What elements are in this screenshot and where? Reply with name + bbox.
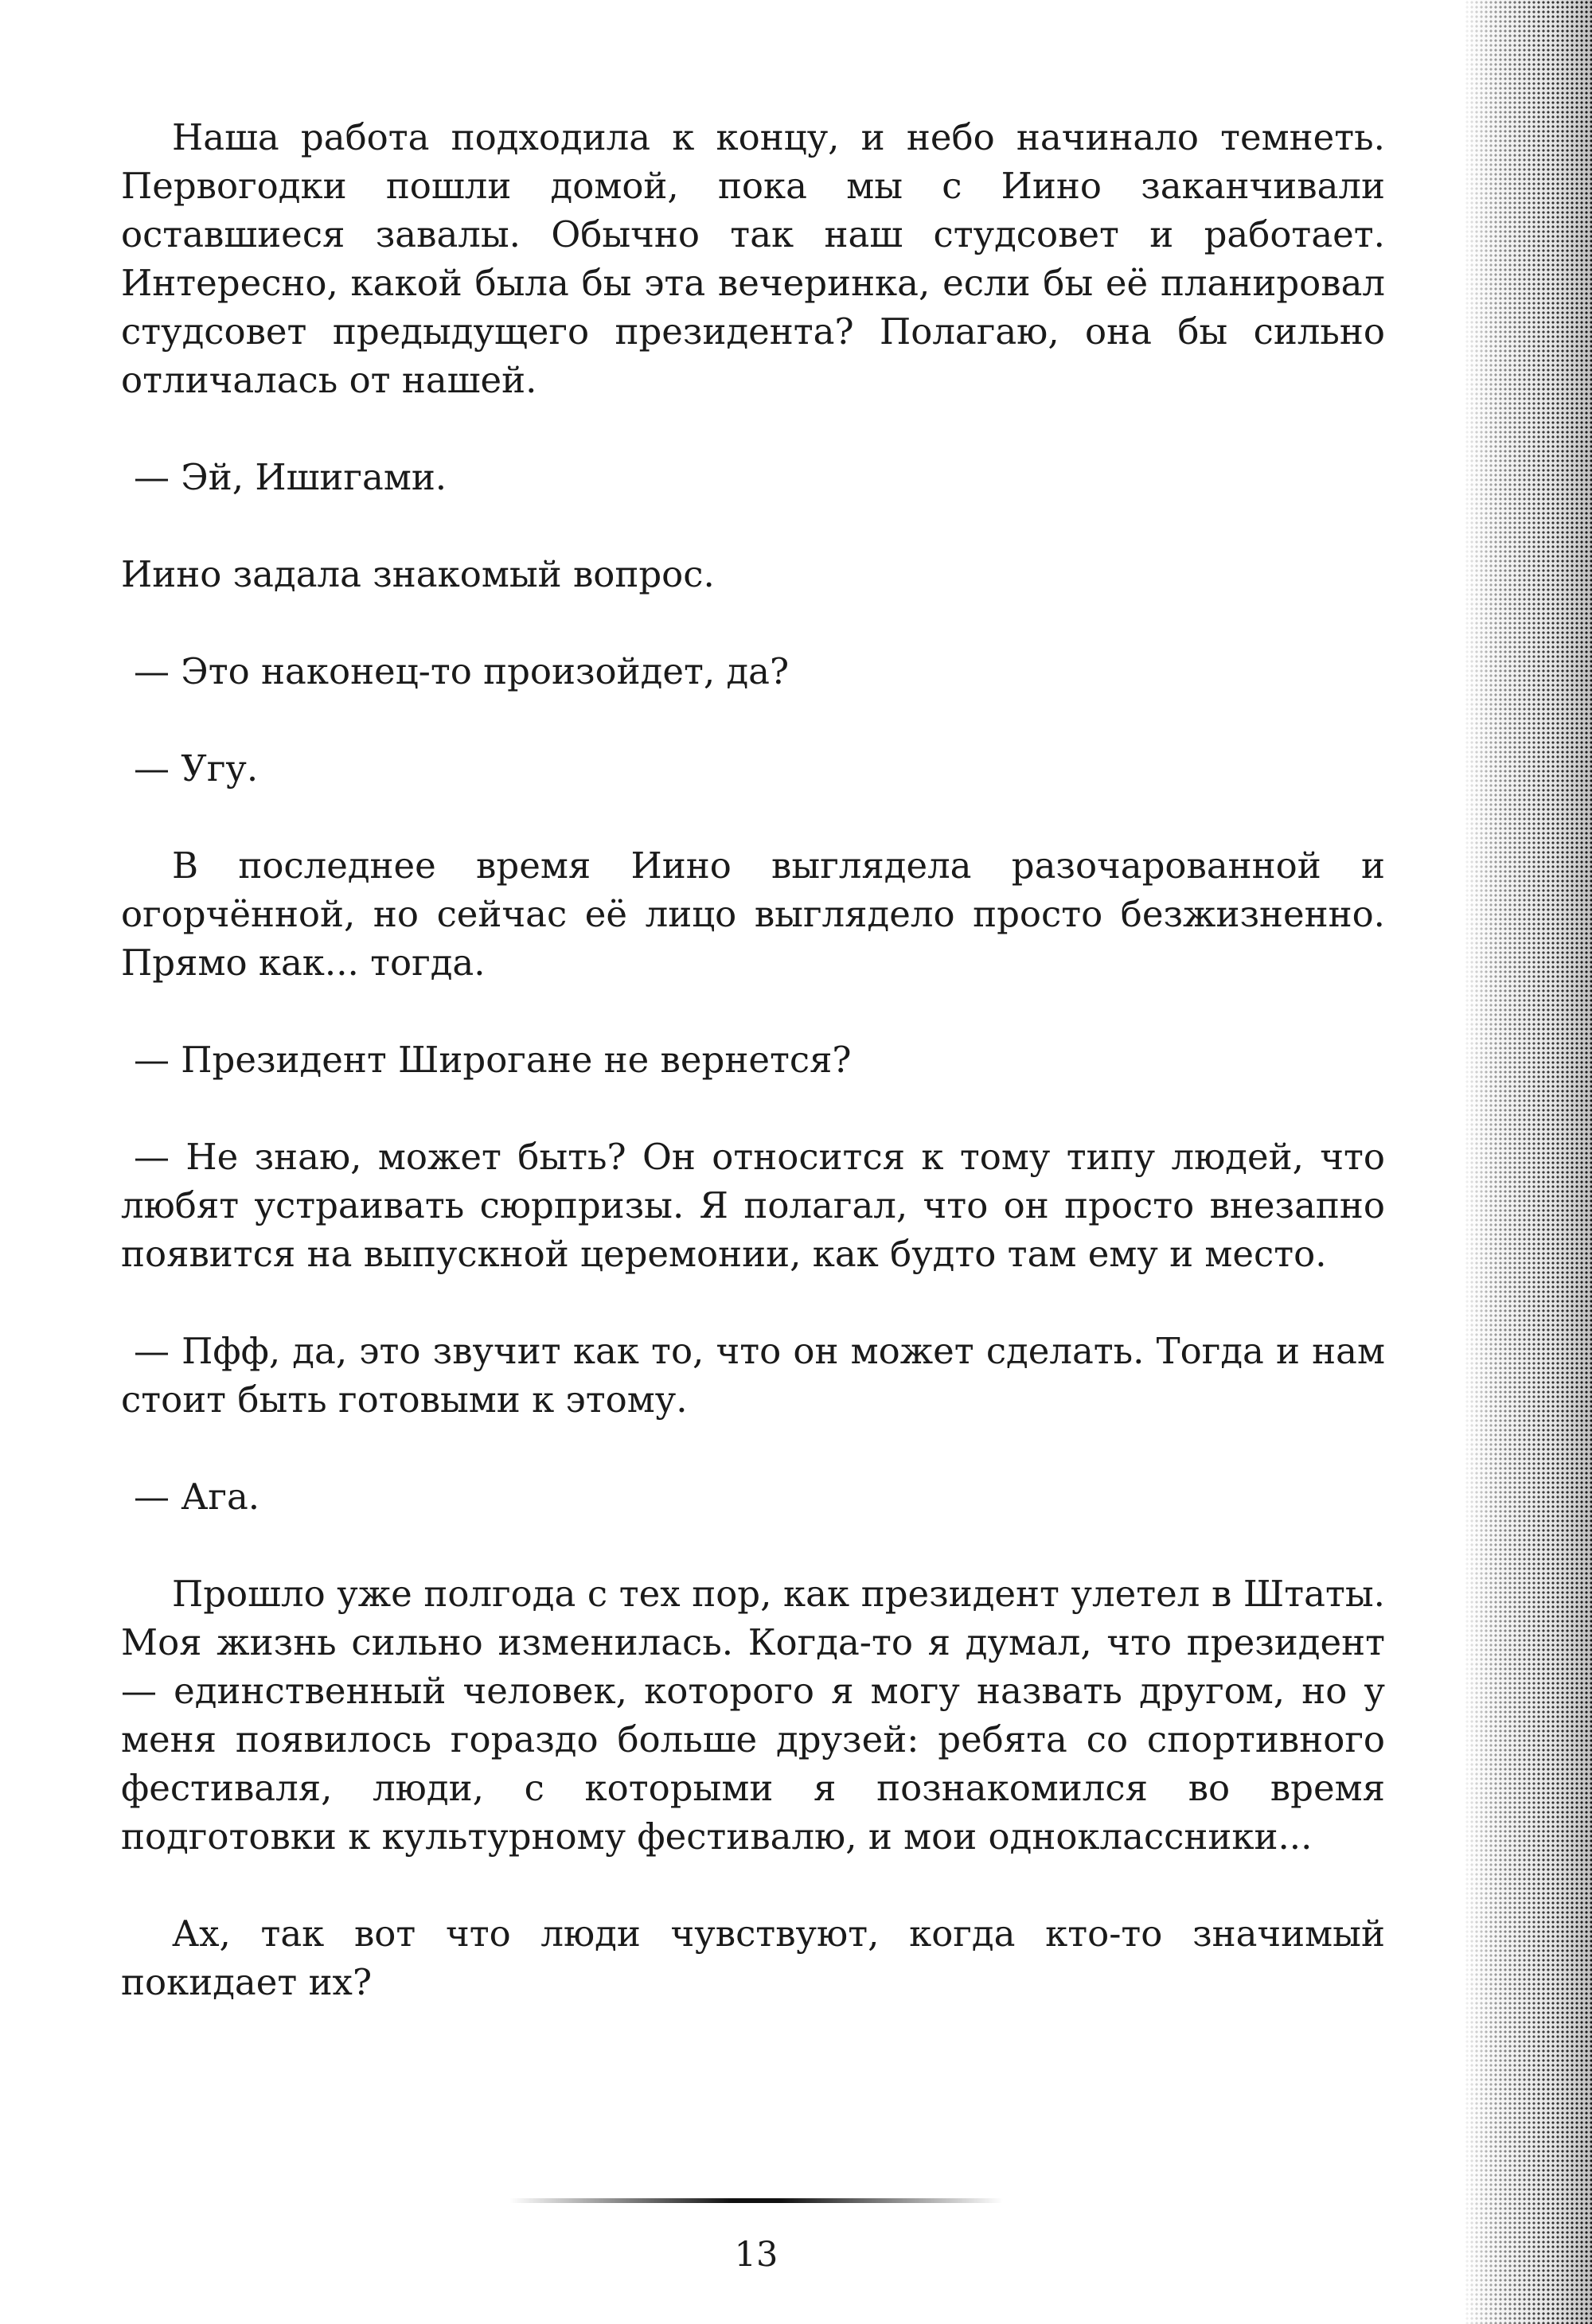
paragraph-dialogue-2: — Это наконец-то произойдет, да? <box>134 650 790 692</box>
paragraph-dialogue-3: — Угу. <box>134 747 259 790</box>
paragraph-narration-1: Наша работа подходила к концу, и небо начинало темнеть. Первогодки пошли домой, пока мы с Иино заканчивали оставшиеся завалы. Обычно так наш студсовет и работает. Интересно, какой была бы эта вечеринка, если бы её планировал студсовет предыдущего президента? Полагаю, она бы сильно отличалась от нашей. <box>121 116 1385 401</box>
paragraph-narration-2: Иино задала знакомый вопрос. <box>121 553 715 595</box>
paragraph-dialogue-4: — Президент Широгане не вернется? <box>134 1039 852 1081</box>
paragraph-narration-3: В последнее время Иино выглядела разочарованной и огорчённой, но сейчас её лицо выглядело просто безжизненно. Прямо как... тогда. <box>121 844 1385 984</box>
paragraph-dialogue-7: — Ага. <box>134 1476 260 1518</box>
body-text <box>121 113 1385 2055</box>
paragraph-narration-4: Прошло уже полгода с тех пор, как президент улетел в Штаты. Моя жизнь сильно изменилась. Когда-то я думал, что президент — единственный человек, которого я могу назвать другом, но у меня появилось гораздо больше друзей: ребята со спортивного фестиваля, люди, с которыми я познакомился во время подготовки к культурному фестивалю, и мои одноклассники... <box>121 1573 1385 1858</box>
page-number: 13 <box>734 2235 778 2275</box>
paragraph-dialogue-5: — Не знаю, может быть? Он относится к тому типу людей, что любят устраивать сюрпризы. Я полагал, что он просто внезапно появится на выпускной церемонии, как будто там ему и место. <box>121 1136 1385 1275</box>
paragraph-narration-5: Ах, так вот что люди чувствуют, когда кто-то значимый покидает их? <box>121 1913 1385 2003</box>
footer-divider <box>509 2198 1003 2203</box>
paragraph-dialogue-6: — Пфф, да, это звучит как то, что он может сделать. Тогда и нам стоит быть готовыми к этому. <box>121 1330 1385 1421</box>
halftone-edge-decoration <box>1465 0 1592 2324</box>
paragraph-dialogue-1: — Эй, Ишигами. <box>134 456 447 498</box>
